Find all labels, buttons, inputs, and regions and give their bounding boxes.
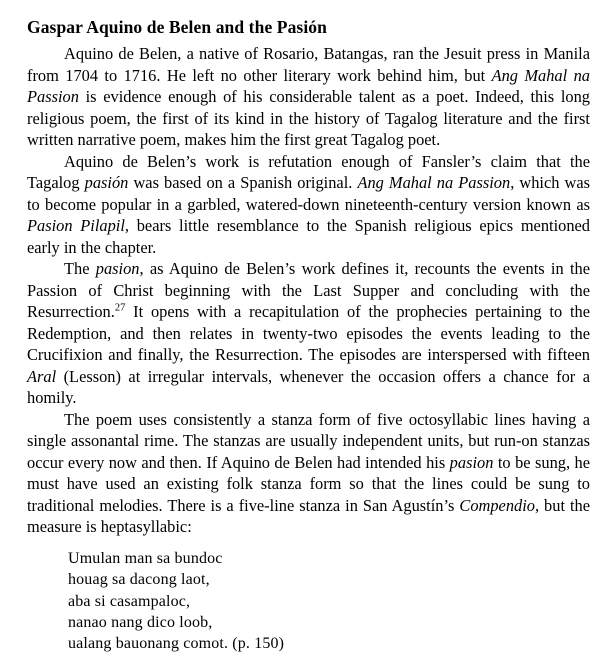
paragraph: Aquino de Belen, a native of Rosario, Batangas, ran the Jesuit press in Manila from 1704 to 1716. He left no other literary work behind him, but Ang Mahal na Passion is evidence enough of his considerable talent as a poet. Indeed, this long religious poem, the first of its kind in the history of Tagalog literature and the first written narrative poem, makes him the first great Tagalog poet. <box>27 44 590 149</box>
italic-title: Compendio <box>459 495 535 515</box>
verse-line: ualang bauonang comot. (p. 150) <box>68 635 285 653</box>
verse-line: houag sa dacong laot, <box>68 571 210 589</box>
paragraph: The pasion, as Aquino de Belen’s work defines it, recounts the events in the Passion of Christ beginning with the Last Supper and concluding with the Resurrection.$^{27}$ It opens with a recapitulation of the prophecies pertaining to the Redemption, and then relates in twenty-two episodes the events leading to the Crucifixion and finally, the Resurrection. The episodes are interspersed with fifteen Aral (Lesson) at irregular intervals, whenever the occasion offers a chance for a homily. <box>27 259 590 407</box>
italic-title: Pasion Pilapil <box>27 216 125 235</box>
footnote-marker: 27 <box>114 302 126 314</box>
verse-line: nanao nang dico loob, <box>68 613 213 631</box>
body-text <box>27 43 590 538</box>
italic-title: pasion <box>95 259 140 278</box>
verse-line: aba si casampaloc, <box>68 592 191 610</box>
paragraph: Aquino de Belen’s work is refutation enough of Fansler’s claim that the Tagalog pasión was based on a Spanish original. Ang Mahal na Passion, which was to become popular in a garbled, watered-down nineteenth-century version known as Pasion Pilapil, bears little resemblance to the Spanish religious epics mentioned early in the chapter. <box>27 151 591 257</box>
paragraph: The poem uses consistently a stanza form of five octosyllabic lines having a single assonantal rime. The stanzas are usually independent units, but run-on stanzas occur every now and then. If Aquino de Belen had intended his pasion to be sung, he must have used an existing folk stanza form so that the lines could be sung to traditional melodies. There is a five-line stanza in San Agustín’s Compendio, but the measure is heptasyllabic: <box>27 409 591 536</box>
italic-title: pasión <box>84 173 129 192</box>
italic-title: Ang Mahal na Passion <box>27 65 590 106</box>
verse-line: Umulan man sa bundoc <box>68 550 223 567</box>
italic-title: Ang Mahal na Passion <box>357 173 511 192</box>
verse-quotation <box>68 548 284 654</box>
italic-title: pasion <box>449 452 494 472</box>
italic-title: Aral <box>27 366 57 386</box>
page-title: Gaspar Aquino de Belen and the Pasión <box>27 16 327 37</box>
